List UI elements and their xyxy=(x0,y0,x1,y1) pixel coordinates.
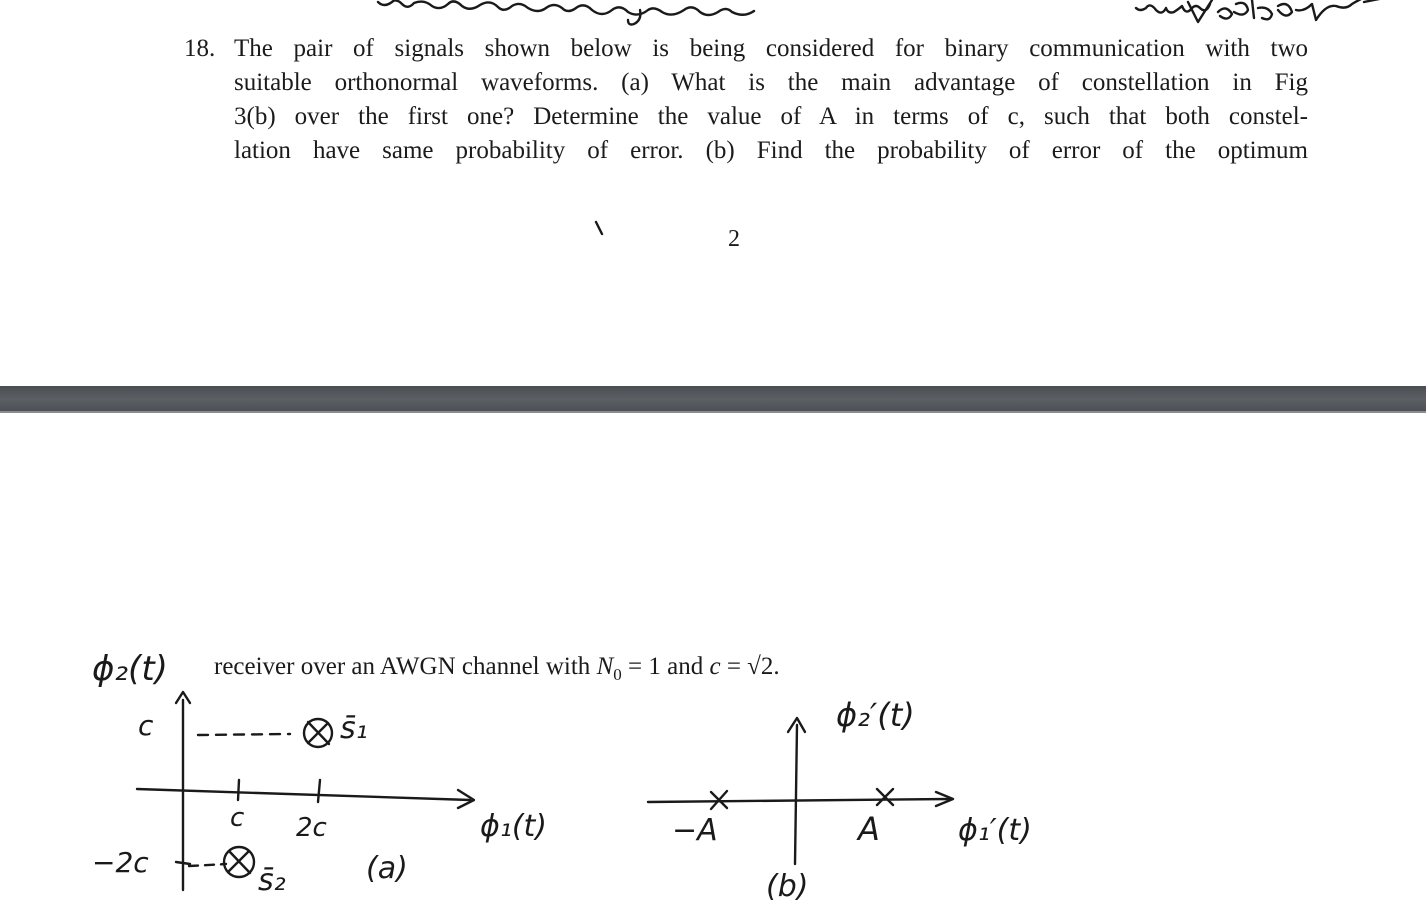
fig-a-dash-s1 xyxy=(198,734,290,735)
fig-a-y-axis-label: ϕ₂(t) xyxy=(92,649,168,689)
fig-b-caption: (b) xyxy=(766,869,809,904)
fig-a-point-s2 xyxy=(224,847,254,877)
continuation-end: = √2. xyxy=(720,653,780,680)
fig-a-s1-label: s̄₁ xyxy=(340,711,368,746)
fig-b-y-axis-label: ϕ₂′(t) xyxy=(836,696,915,734)
fig-a-tick-neg2c xyxy=(176,862,190,864)
question-line-2: suitable orthonormal waveforms. (a) What is the main advantage of constellation in Fig xyxy=(234,69,1308,96)
question-line-3: 3(b) over the first one? Determine the value of A in terms of c, such that both constel- xyxy=(234,103,1308,130)
continuation-prefix: receiver over an AWGN channel with xyxy=(214,653,597,680)
fig-b-a-label: A xyxy=(858,810,880,848)
fig-a-x-axis xyxy=(137,789,470,800)
fig-b-point-a xyxy=(877,789,893,805)
fig-a-caption: (a) xyxy=(366,851,408,886)
fig-a-tick-c xyxy=(238,780,239,800)
fig-a-tick-2c xyxy=(318,780,320,802)
question-number: 18. xyxy=(184,35,216,62)
n0-subscript: 0 xyxy=(613,665,622,684)
fig-a-y-tick-neg2c: −2c xyxy=(92,846,149,879)
fig-a-point-s1 xyxy=(304,719,332,747)
fig-a-s2-label: s̄₂ xyxy=(258,863,286,898)
fig-a-x-axis-label: ϕ₁(t) xyxy=(480,809,547,844)
fig-a-dash-s2 xyxy=(189,864,226,866)
fig-b-point-neg-a xyxy=(711,791,727,809)
fig-b-neg-a-label: −A xyxy=(672,813,718,848)
n0-symbol: N xyxy=(596,653,614,680)
figure-b xyxy=(648,696,1032,904)
fig-b-x-axis xyxy=(648,799,950,802)
continuation-mid: = 1 and xyxy=(621,653,710,680)
fig-b-x-axis-label: ϕ₁′(t) xyxy=(958,813,1032,848)
question-line-1: The pair of signals shown below is being considered for binary communication with two xyxy=(234,35,1308,62)
fig-b-y-axis xyxy=(795,725,797,864)
question-line-4: lation have same probability of error. (b) Find the probability of error of the optimum xyxy=(234,137,1308,164)
page-number: 2 xyxy=(728,226,740,252)
c-symbol: c xyxy=(709,653,721,680)
fig-a-x-tick-2c: 2c xyxy=(296,813,327,843)
fig-a-x-tick-c: c xyxy=(230,803,245,833)
fig-a-y-tick-c: c xyxy=(138,709,154,742)
figure-a xyxy=(92,649,547,898)
